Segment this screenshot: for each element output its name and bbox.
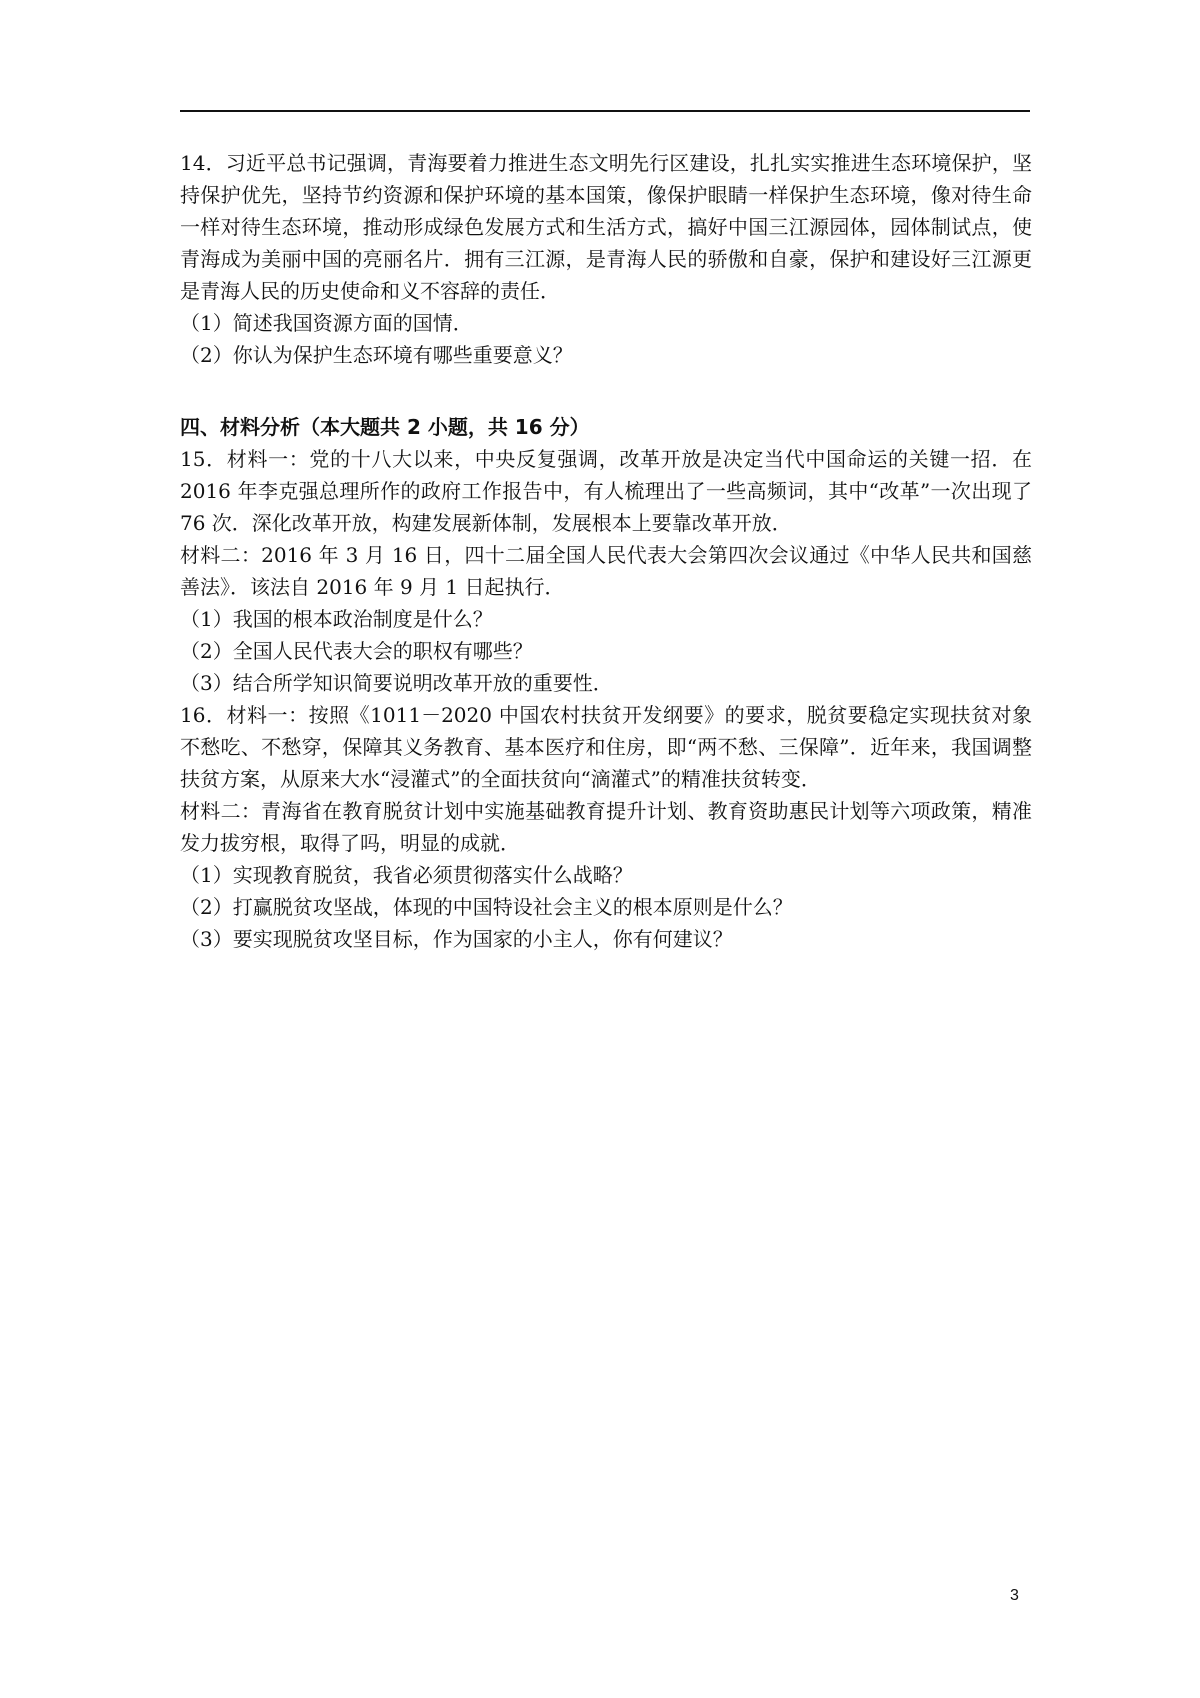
page-content	[180, 147, 1032, 955]
question-15-material-2: 材料二：2016 年 3 月 16 日，四十二届全国人民代表大会第四次会议通过《中华人民共和国慈善法》．该法自 2016 年 9 月 1 日起执行．	[180, 543, 1032, 599]
question-14-sub-1: （1）简述我国资源方面的国情．	[180, 311, 473, 335]
question-15-sub-1: （1）我国的根本政治制度是什么？	[180, 607, 493, 631]
question-15-sub-3: （3）结合所学知识简要说明改革开放的重要性．	[180, 671, 613, 695]
question-15-sub-2: （2）全国人民代表大会的职权有哪些？	[180, 639, 533, 663]
question-16-sub-3: （3）要实现脱贫攻坚目标，作为国家的小主人，你有何建议？	[180, 927, 733, 951]
question-14	[180, 147, 1032, 371]
question-15	[180, 443, 1032, 699]
question-15-material-1: 15．材料一：党的十八大以来，中央反复强调，改革开放是决定当代中国命运的关键一招．在 2016 年李克强总理所作的政府工作报告中，有人梳理出了一些高频词，其中“改革”一次出现了 76 次．深化改革开放，构建发展新体制，发展根本上要靠改革开放．	[180, 447, 1032, 535]
question-16-material-2: 材料二：青海省在教育脱贫计划中实施基础教育提升计划、教育资助惠民计划等六项政策，精准发力拔穷根，取得了吗，明显的成就．	[180, 799, 1032, 855]
page-number: 3	[1010, 1587, 1019, 1604]
section-4-title: 四、材料分析（本大题共 2 小题，共 16 分）	[180, 415, 590, 439]
question-16-sub-1: （1）实现教育脱贫，我省必须贯彻落实什么战略？	[180, 863, 633, 887]
question-16-sub-2: （2）打赢脱贫攻坚战，体现的中国特设社会主义的根本原则是什么？	[180, 895, 793, 919]
question-16-material-1: 16．材料一：按照《1011－2020 中国农村扶贫开发纲要》的要求，脱贫要稳定实现扶贫对象不愁吃、不愁穿，保障其义务教育、基本医疗和住房，即“两不愁、三保障”．近年来，我国调整扶贫方案，从原来大水“浸灌式”的全面扶贫向“滴灌式”的精准扶贫转变．	[180, 703, 1032, 791]
question-14-sub-2: （2）你认为保护生态环境有哪些重要意义？	[180, 343, 573, 367]
question-14-text: 14．习近平总书记强调，青海要着力推进生态文明先行区建设，扎扎实实推进生态环境保护，坚持保护优先，坚持节约资源和保护环境的基本国策，像保护眼睛一样保护生态环境，像对待生命一样对待生态环境，推动形成绿色发展方式和生活方式，搞好中国三江源园体，园体制试点，使青海成为美丽中国的亮丽名片．拥有三江源，是青海人民的骄傲和自豪，保护和建设好三江源更是青海人民的历史使命和义不容辞的责任．	[180, 151, 1032, 303]
header-rule	[180, 110, 1030, 112]
question-16	[180, 699, 1032, 955]
